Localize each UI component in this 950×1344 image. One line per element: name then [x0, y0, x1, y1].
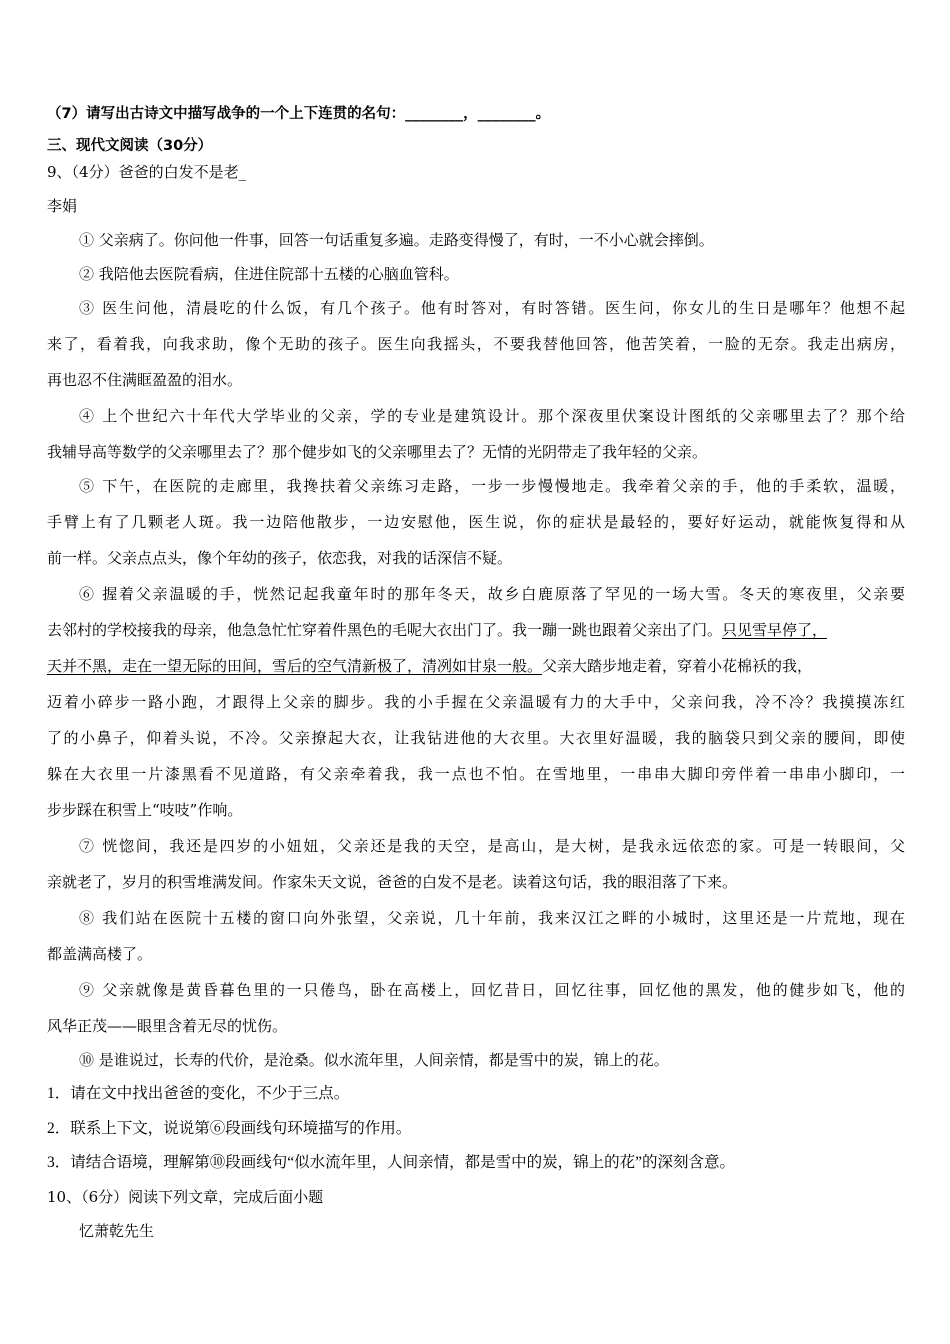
paragraph-3-line-1: ③ 医生问他，清晨吃的什么饭，有几个孩子。他有时答对，有时答错。医生问，你女儿的生日是哪年？他想不起 — [79, 299, 905, 317]
answer-blank-1: ________ — [405, 106, 464, 122]
underlined-sentence-end: 天并不黑，走在一望无际的田间，雪后的空气清新极了，清冽如甘泉一般。 — [47, 657, 543, 675]
section-title: 三、现代文阅读（30分） — [47, 138, 213, 154]
paragraph-5-line-3: 前一样。父亲点点头，像个年幼的孩子，依恋我，对我的话深信不疑。 — [47, 549, 513, 567]
paragraph-2: ② 我陪他去医院看病，住进住院部十五楼的心脑血管科。 — [79, 265, 459, 283]
question-7 — [47, 104, 905, 124]
question-7-comma: ， — [463, 106, 478, 122]
article-title: 忆萧乾先生 — [79, 1222, 155, 1240]
answer-blank-2: ________ — [477, 106, 536, 122]
paragraph-6-line-1: ⑥ 握着父亲温暖的手，恍然记起我童年时的那年冬天，故乡白鹿原落了罕见的一场大雪。冬天的寒夜里，父亲要 — [79, 585, 905, 603]
paragraph-8-line-1: ⑧ 我们站在医院十五楼的窗口向外张望，父亲说，几十年前，我来汉江之畔的小城时，这里还是一片荒地，现在 — [79, 909, 905, 927]
paragraph-6-line-6: 躲在大衣里一片漆黑看不见道路，有父亲牵着我，我一点也不怕。在雪地里，一串串大脚印旁伴着一串串小脚印，一 — [47, 765, 905, 783]
question-9-sub-1: 1．请在文中找出爸爸的变化，不少于三点。 — [47, 1085, 350, 1102]
paragraph-7-line-1: ⑦ 恍惚间，我还是四岁的小妞妞，父亲还是我的天空，是高山，是大树，是我永远依恋的家。可是一转眼间，父 — [79, 837, 905, 855]
paragraph-6-line-2 — [47, 620, 905, 640]
paragraph-6-line-4: 迈着小碎步一路小跑，才跟得上父亲的脚步。我的小手握在父亲温暖有力的大手中，父亲问我，冷不冷？我摸摸冻红 — [47, 693, 905, 711]
paragraph-6-line-2-text: 去邻村的学校接我的母亲，他急急忙忙穿着件黑色的毛呢大衣出门了。我一蹦一跳也跟着父亲出了门。 — [47, 621, 723, 639]
paragraph-6-line-3-text: 父亲大踏步地走着，穿着小花棉袄的我， — [542, 657, 813, 675]
question-9-sub-3: 3．请结合语境，理解第⑩段画线句“似水流年里，人间亲情，都是雪中的炭，锦上的花”的深刻含意。 — [47, 1154, 736, 1171]
question-9-title: 9、（4分）爸爸的白发不是老_ — [47, 163, 247, 181]
article-author: 李娟 — [47, 197, 78, 215]
question-7-period: 。 — [535, 106, 551, 122]
paragraph-7-line-2: 亲就老了，岁月的积雪堆满发间。作家朱天文说，爸爸的白发不是老。读着这句话，我的眼泪落了下来。 — [47, 873, 738, 891]
paragraph-3-line-2: 来了，看着我，向我求助，像个无助的孩子。医生向我摇头，不要我替他回答，他苦笑着，一脸的无奈。我走出病房， — [47, 335, 905, 353]
paragraph-6-line-7: 步步踩在积雪上“吱吱”作响。 — [47, 801, 243, 819]
question-9-sub-2: 2．联系上下文，说说第⑥段画线句环境描写的作用。 — [47, 1120, 412, 1137]
paragraph-9-line-1: ⑨ 父亲就像是黄昏暮色里的一只倦鸟，卧在高楼上，回忆昔日，回忆往事，回忆他的黑发，他的健步如飞，他的 — [79, 981, 905, 999]
paragraph-9-line-2: 风华正茂——眼里含着无尽的忧伤。 — [47, 1017, 288, 1035]
paragraph-10: ⑩ 是谁说过，长寿的代价，是沧桑。似水流年里，人间亲情，都是雪中的炭，锦上的花。 — [79, 1051, 669, 1069]
underlined-sentence-start: 只见雪早停了， — [722, 621, 828, 639]
paragraph-4-line-1: ④ 上个世纪六十年代大学毕业的父亲，学的专业是建筑设计。那个深夜里伏案设计图纸的父亲哪里去了？那个给 — [79, 407, 905, 425]
paragraph-3-line-3: 再也忍不住满眶盈盈的泪水。 — [47, 371, 243, 389]
paragraph-8-line-2: 都盖满高楼了。 — [47, 945, 153, 963]
paragraph-4-line-2: 我辅导高等数学的父亲哪里去了？那个健步如飞的父亲哪里去了？无情的光阴带走了我年轻的父亲。 — [47, 443, 708, 461]
paragraph-1: ① 父亲病了。你问他一件事，回答一句话重复多遍。走路变得慢了，有时，一不小心就会摔倒。 — [79, 231, 714, 249]
paragraph-6-line-3 — [47, 656, 905, 676]
question-7-prompt: （7）请写出古诗文中描写战争的一个上下连贯的名句： — [47, 106, 406, 122]
paragraph-5-line-2: 手臂上有了几颗老人斑。我一边陪他散步，一边安慰他，医生说，你的症状是最轻的，要好好运动，就能恢复得和从 — [47, 513, 905, 531]
paragraph-6-line-5: 了的小鼻子，仰着头说，不冷。父亲撩起大衣，让我钻进他的大衣里。大衣里好温暖，我的脑袋只到父亲的腰间，即使 — [47, 729, 905, 747]
question-10-title: 10、（6分）阅读下列文章，完成后面小题 — [47, 1188, 324, 1206]
paragraph-5-line-1: ⑤ 下午，在医院的走廊里，我搀扶着父亲练习走路，一步一步慢慢地走。我牵着父亲的手，他的手柔软，温暖， — [79, 477, 905, 495]
